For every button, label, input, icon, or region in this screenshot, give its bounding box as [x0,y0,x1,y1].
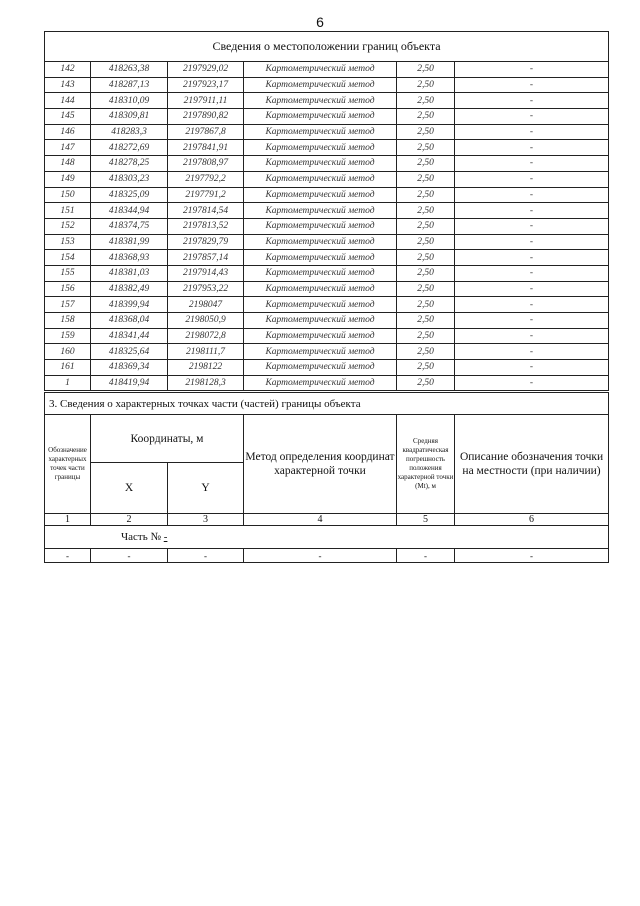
x-coordinate-cell: 418369,34 [91,360,168,376]
empty-cell: - [91,549,168,563]
x-coordinate-cell: 418263,38 [91,62,168,78]
header-row [45,415,609,463]
part-label: Часть № [121,531,161,543]
mt-cell: 2,50 [397,344,455,360]
table-row [45,344,609,360]
y-coordinate-cell: 2198122 [168,360,244,376]
point-number-cell: 154 [45,250,91,266]
point-number-cell: 160 [45,344,91,360]
y-coordinate-cell: 2198111,7 [168,344,244,360]
method-cell: Картометрический метод [244,218,397,234]
mt-cell: 2,50 [397,281,455,297]
y-coordinate-cell: 2198047 [168,297,244,313]
header-method: Метод определения координат характерной точки [244,415,397,514]
point-number-cell: 149 [45,171,91,187]
y-coordinate-cell: 2197791,2 [168,187,244,203]
column-number: 4 [244,514,397,526]
header-x: X [91,463,168,514]
mt-cell: 2,50 [397,265,455,281]
x-coordinate-cell: 418272,69 [91,140,168,156]
section-title: 3. Сведения о характерных точках части (частей) границы объекта [45,393,609,415]
method-cell: Картометрический метод [244,281,397,297]
point-number-cell: 156 [45,281,91,297]
mt-cell: 2,50 [397,328,455,344]
x-coordinate-cell: 418399,94 [91,297,168,313]
y-coordinate-cell: 2197929,02 [168,62,244,78]
table-row [45,93,609,109]
table-title-row [45,32,609,62]
y-coordinate-cell: 2197911,11 [168,93,244,109]
point-number-cell: 158 [45,313,91,329]
mt-cell: 2,50 [397,93,455,109]
table-row [45,187,609,203]
column-number: 1 [45,514,91,526]
boundary-coordinates-table [44,31,609,391]
y-coordinate-cell: 2198128,3 [168,375,244,391]
table-title: Сведения о местоположении границ объекта [45,32,609,62]
table-row [45,265,609,281]
method-cell: Картометрический метод [244,77,397,93]
y-coordinate-cell: 2197829,79 [168,234,244,250]
y-coordinate-cell: 2197857,14 [168,250,244,266]
x-coordinate-cell: 418341,44 [91,328,168,344]
column-number: 2 [91,514,168,526]
y-coordinate-cell: 2197867,8 [168,124,244,140]
header-y: Y [168,463,244,514]
table-row [45,156,609,172]
method-cell: Картометрический метод [244,344,397,360]
point-number-cell: 161 [45,360,91,376]
point-number-cell: 1 [45,375,91,391]
mt-cell: 2,50 [397,77,455,93]
table-row [45,313,609,329]
y-coordinate-cell: 2197792,2 [168,171,244,187]
method-cell: Картометрический метод [244,62,397,78]
method-cell: Картометрический метод [244,375,397,391]
description-cell: - [455,77,609,93]
method-cell: Картометрический метод [244,250,397,266]
mt-cell: 2,50 [397,140,455,156]
table-row [45,77,609,93]
point-number-cell: 150 [45,187,91,203]
point-number-cell: 146 [45,124,91,140]
point-number-cell: 142 [45,62,91,78]
x-coordinate-cell: 418381,99 [91,234,168,250]
mt-cell: 2,50 [397,171,455,187]
method-cell: Картометрический метод [244,171,397,187]
table-row [45,171,609,187]
point-number-cell: 145 [45,109,91,125]
empty-cell: - [45,549,91,563]
x-coordinate-cell: 418344,94 [91,203,168,219]
point-number-cell: 152 [45,218,91,234]
x-coordinate-cell: 418419,94 [91,375,168,391]
mt-cell: 2,50 [397,250,455,266]
empty-cell: - [168,549,244,563]
x-coordinate-cell: 418382,49 [91,281,168,297]
description-cell: - [455,375,609,391]
point-number-cell: 148 [45,156,91,172]
mt-cell: 2,50 [397,234,455,250]
column-number: 6 [455,514,609,526]
point-number-cell: 155 [45,265,91,281]
point-number-cell: 159 [45,328,91,344]
mt-cell: 2,50 [397,360,455,376]
method-cell: Картометрический метод [244,124,397,140]
table-row [45,234,609,250]
point-number-cell: 144 [45,93,91,109]
point-number-cell: 143 [45,77,91,93]
method-cell: Картометрический метод [244,187,397,203]
description-cell: - [455,93,609,109]
y-coordinate-cell: 2198050,9 [168,313,244,329]
table-row [45,281,609,297]
method-cell: Картометрический метод [244,265,397,281]
x-coordinate-cell: 418368,04 [91,313,168,329]
point-number-cell: 147 [45,140,91,156]
x-coordinate-cell: 418309,81 [91,109,168,125]
table-row [45,360,609,376]
point-number-cell: 157 [45,297,91,313]
description-cell: - [455,250,609,266]
x-coordinate-cell: 418303,23 [91,171,168,187]
y-coordinate-cell: 2197914,43 [168,265,244,281]
y-coordinate-cell: 2198072,8 [168,328,244,344]
column-number-row [45,514,609,526]
method-cell: Картометрический метод [244,234,397,250]
method-cell: Картометрический метод [244,93,397,109]
column-number: 5 [397,514,455,526]
method-cell: Картометрический метод [244,109,397,125]
y-coordinate-cell: 2197813,52 [168,218,244,234]
header-designation: Обозначение характерных точек части границы [45,415,91,514]
empty-cell: - [455,549,609,563]
x-coordinate-cell: 418287,13 [91,77,168,93]
part-row [45,526,609,549]
part-label-cell [45,526,609,549]
description-cell: - [455,218,609,234]
header-mt: Средняя квадратическая погрешность положения характерной точки (Mt), м [397,415,455,514]
method-cell: Картометрический метод [244,328,397,344]
description-cell: - [455,140,609,156]
table-row [45,124,609,140]
description-cell: - [455,234,609,250]
mt-cell: 2,50 [397,297,455,313]
table-row [45,140,609,156]
description-cell: - [455,171,609,187]
description-cell: - [455,203,609,219]
mt-cell: 2,50 [397,62,455,78]
empty-row [45,549,609,563]
y-coordinate-cell: 2197814,54 [168,203,244,219]
mt-cell: 2,50 [397,203,455,219]
description-cell: - [455,360,609,376]
method-cell: Картометрический метод [244,140,397,156]
point-number-cell: 153 [45,234,91,250]
description-cell: - [455,109,609,125]
table-row [45,250,609,266]
method-cell: Картометрический метод [244,313,397,329]
x-coordinate-cell: 418325,09 [91,187,168,203]
section-title-row [45,393,609,415]
table-row [45,297,609,313]
part-value: - [163,531,168,543]
y-coordinate-cell: 2197890,82 [168,109,244,125]
page-number: 6 [316,14,324,30]
y-coordinate-cell: 2197923,17 [168,77,244,93]
mt-cell: 2,50 [397,124,455,140]
description-cell: - [455,313,609,329]
x-coordinate-cell: 418374,75 [91,218,168,234]
method-cell: Картометрический метод [244,203,397,219]
header-description: Описание обозначения точки на местности (при наличии) [455,415,609,514]
mt-cell: 2,50 [397,156,455,172]
mt-cell: 2,50 [397,313,455,329]
description-cell: - [455,265,609,281]
description-cell: - [455,297,609,313]
x-coordinate-cell: 418283,3 [91,124,168,140]
mt-cell: 2,50 [397,375,455,391]
point-number-cell: 151 [45,203,91,219]
description-cell: - [455,328,609,344]
description-cell: - [455,281,609,297]
x-coordinate-cell: 418381,03 [91,265,168,281]
table-row [45,375,609,391]
description-cell: - [455,187,609,203]
description-cell: - [455,124,609,140]
x-coordinate-cell: 418278,25 [91,156,168,172]
method-cell: Картометрический метод [244,360,397,376]
empty-cell: - [244,549,397,563]
x-coordinate-cell: 418368,93 [91,250,168,266]
table-row [45,109,609,125]
table-row [45,203,609,219]
method-cell: Картометрический метод [244,297,397,313]
description-cell: - [455,344,609,360]
mt-cell: 2,50 [397,187,455,203]
table-row [45,328,609,344]
header-coordinates: Координаты, м [91,415,244,463]
mt-cell: 2,50 [397,218,455,234]
table-row [45,218,609,234]
description-cell: - [455,62,609,78]
x-coordinate-cell: 418325,64 [91,344,168,360]
empty-cell: - [397,549,455,563]
y-coordinate-cell: 2197841,91 [168,140,244,156]
y-coordinate-cell: 2197953,22 [168,281,244,297]
column-number: 3 [168,514,244,526]
x-coordinate-cell: 418310,09 [91,93,168,109]
y-coordinate-cell: 2197808,97 [168,156,244,172]
description-cell: - [455,156,609,172]
table-row [45,62,609,78]
method-cell: Картометрический метод [244,156,397,172]
mt-cell: 2,50 [397,109,455,125]
part-points-table [44,392,609,563]
